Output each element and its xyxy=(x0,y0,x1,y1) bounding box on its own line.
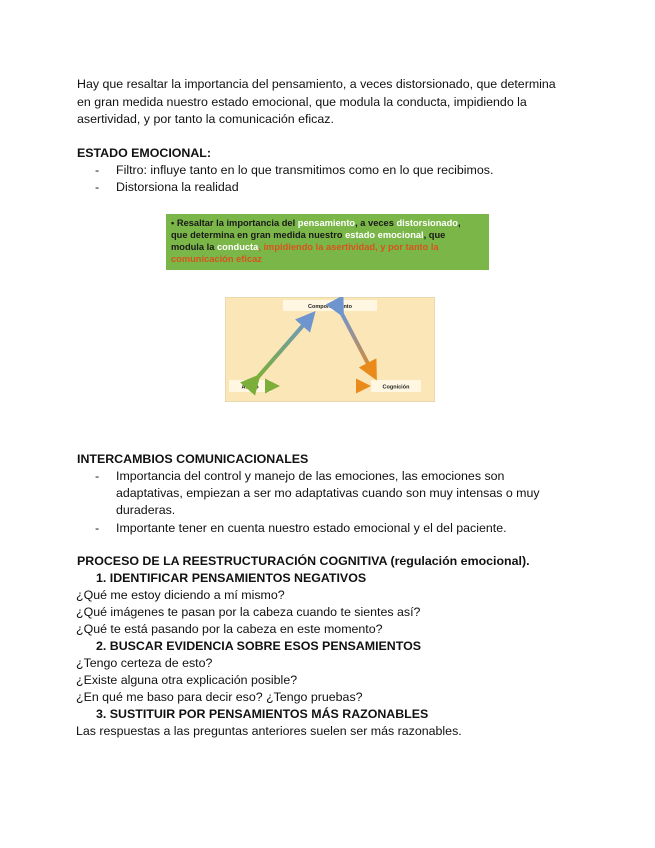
diagram-label-left: Afecto xyxy=(241,384,259,391)
green-box-line xyxy=(171,229,483,241)
step-2-heading: 2. BUSCAR EVIDENCIA SOBRE ESOS PENSAMIENTOS xyxy=(96,639,421,653)
question: ¿Qué me estoy diciendo a mí mismo? xyxy=(76,588,285,602)
box-text: , xyxy=(457,218,461,228)
question: ¿Existe alguna otra explicación posible? xyxy=(76,673,298,687)
list-item: - Importante tener en cuenta nuestro estado emocional y el del paciente. xyxy=(95,520,575,537)
proceso-heading: PROCESO DE LA REESTRUCTURACIÓN COGNITIVA (regulación emocional). xyxy=(77,554,530,568)
bullet-glyph: • xyxy=(171,218,175,228)
green-box-line xyxy=(171,241,483,253)
question: ¿Tengo certeza de esto? xyxy=(76,656,213,670)
intro-line: asertividad, y por tanto la comunicación eficaz. xyxy=(77,112,334,126)
intro-paragraph xyxy=(77,76,597,129)
intro-line: Hay que resaltar la importancia del pensamiento, a veces distorsionado, que determina xyxy=(77,77,556,91)
estado-heading: ESTADO EMOCIONAL: xyxy=(77,146,211,160)
green-quote-box xyxy=(166,214,489,270)
diagram-label-right: Cognición xyxy=(382,384,410,391)
step-3-text: Las respuestas a las preguntas anteriores suelen ser más razonables. xyxy=(76,724,462,738)
box-highlight: conducta xyxy=(216,242,259,252)
green-box-line xyxy=(171,253,483,265)
step-3-heading: 3. SUSTITUIR POR PENSAMIENTOS MÁS RAZONABLES xyxy=(96,707,429,721)
list-item: - Distorsiona la realidad xyxy=(95,179,575,196)
box-orange-text: comunicación eficaz xyxy=(171,254,262,264)
green-box-line xyxy=(171,217,483,229)
list-item-line: adaptativas, empiezan a ser mo adaptativas cuando son muy intensas o muy xyxy=(116,486,540,501)
list-item-line: duraderas. xyxy=(116,503,176,518)
intercambios-list xyxy=(95,468,575,537)
box-highlight: estado emocional xyxy=(345,230,424,240)
list-item-line: - Importancia del control y manejo de las emociones, las emociones son xyxy=(116,469,505,483)
question: ¿Qué imágenes te pasan por la cabeza cuando te sientes así? xyxy=(76,605,421,619)
box-orange-text: , impidiendo la asertividad, y por tanto la xyxy=(258,242,439,252)
step-1-heading: 1. IDENTIFICAR PENSAMIENTOS NEGATIVOS xyxy=(96,571,367,585)
diagram-label-top: Comportamiento xyxy=(308,304,352,310)
estado-list xyxy=(95,162,575,196)
box-text: , a veces xyxy=(355,218,397,228)
question: ¿En qué me baso para decir eso? ¿Tengo pruebas? xyxy=(76,690,363,704)
list-item: - Filtro: influye tanto en lo que transmitimos como en lo que recibimos. xyxy=(95,162,575,179)
box-highlight: pensamiento xyxy=(297,218,356,228)
list-item xyxy=(95,468,575,520)
intro-line: en gran medida nuestro estado emocional, que modula la conducta, impidiendo la xyxy=(77,94,527,109)
box-text: que determina en gran medida nuestro xyxy=(171,230,346,240)
triangle-diagram xyxy=(225,297,435,402)
box-text: Resaltar la importancia del xyxy=(176,218,298,228)
box-highlight: distorsionado xyxy=(396,218,458,228)
question: ¿Qué te está pasando por la cabeza en este momento? xyxy=(76,622,383,636)
box-text: modula la xyxy=(171,242,217,252)
box-text: , que xyxy=(423,230,446,240)
intercambios-heading: INTERCAMBIOS COMUNICACIONALES xyxy=(77,452,309,466)
